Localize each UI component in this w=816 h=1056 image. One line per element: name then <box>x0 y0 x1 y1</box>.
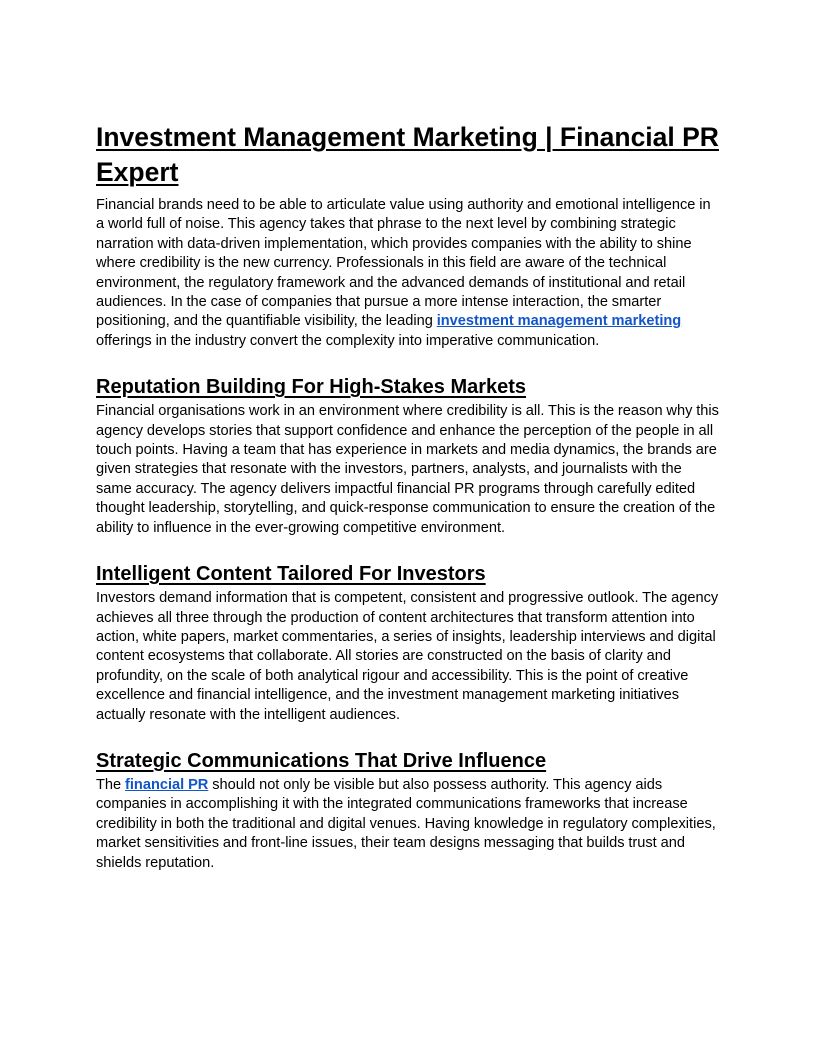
section-body-reputation: Financial organisations work in an environment where credibility is all. This is the reason why this agency develops stories that support confidence and enhance the perception of the people in all touch points. Having a team that has experience in markets and media dynamics, the brands are given strategies that resonate with the investors, partners, analysts, and journalists with the same accuracy. The agency delivers impactful financial PR programs through carefully edited thought leadership, storytelling, and quick-response communication to ensure the creation of the ability to influence in the ever-growing competitive environment. <box>96 403 719 536</box>
intro-text-before-link: Financial brands need to be able to articulate value using authority and emotional intelligence in a world full of noise. This agency takes that phrase to the next level by combining strategic narration with data-driven implementation, which provides companies with the ability to shine where credibility is the new currency. Professionals in this field are aware of the technical environment, the regulatory framework and the advanced demands of institutional and retail audiences. In the case of companies that pursue a more intense interaction, the smarter positioning, and the quantifiable visibility, the leading <box>96 197 711 330</box>
document-page <box>96 120 720 873</box>
intro-paragraph <box>96 196 720 351</box>
communications-text-after-link: should not only be visible but also possess authority. This agency aids companies in accomplishing it with the integrated communications frameworks that increase credibility in both the traditional and digital venues. Having knowledge in regulatory complexities, market sensitivities and front-line issues, their team designs messaging that builds trust and shields reputation. <box>96 776 716 871</box>
section-body-communications <box>96 776 720 873</box>
document-title: Investment Management Marketing | Financial PR Expert <box>96 122 719 187</box>
intro-text-after-link: offerings in the industry convert the complexity into imperative communication. <box>96 332 600 349</box>
section-heading-reputation: Reputation Building For High-Stakes Markets <box>96 376 527 399</box>
communications-text-before-link: The <box>96 776 126 793</box>
section-heading-communications: Strategic Communications That Drive Influence <box>96 749 547 772</box>
section-body-content: Investors demand information that is competent, consistent and progressive outlook. The agency achieves all three through the production of content architectures that transform attention into action, white papers, market commentaries, a series of insights, leadership interviews and digital content ecosystems that collaborate. All stories are constructed on the basis of clarity and profundity, on the scale of both analytical rigour and accessibility. This is the point of creative excellence and financial intelligence, and the investment management marketing initiatives actually resonate with the intelligent audiences. <box>96 590 719 723</box>
financial-pr-link[interactable]: financial PR <box>125 776 209 793</box>
section-heading-content: Intelligent Content Tailored For Investors <box>96 563 486 586</box>
investment-management-marketing-link[interactable]: investment management marketing <box>436 313 682 330</box>
